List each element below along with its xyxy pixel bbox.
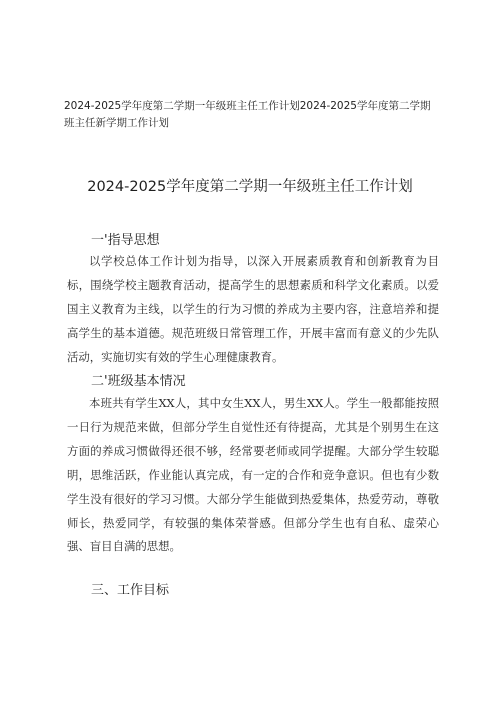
section-heading-class-situation: 二'班级基本情况 [91,374,186,389]
document-header: 2024-2025学年度第二学期一年级班主任工作计划2024-2025学年度第二学期班主任新学期工作计划 [64,100,431,129]
document-title: 2024-2025学年度第二学期一年级班主任工作计划 [87,179,413,195]
section-heading-guiding-ideology: 一'指导思想 [91,233,160,248]
section-heading-work-goals: 三、工作目标 [91,583,170,598]
section-body-guiding-ideology: 以学校总体工作计划为指导，以深入开展素质教育和创新教育为目标，围绕学校主题教育活动，提高学生的思想素质和科学文化素质。以爱国主义教育为主线，以学生的行为习惯的养成为主要内容，注意培养和提高学生的基本道德。规范班级日常管理工作，开展丰富而有意义的少先队活动，实施切实有效的学生心理健康教育。 [67,254,439,364]
section-body-class-situation: 本班共有学生XX人，其中女生XX人，男生XX人。学生一般都能按照一日行为规范来做，但部分学生自觉性还有待提高，尤其是个别男生在这方面的养成习惯做得还很不够，经常要老师或同学提醒。大部分学生较聪明，思维活跃，作业能认真完成，有一定的合作和竞争意识。但也有少数学生没有很好的学习习惯。大部分学生能做到热爱集体，热爱劳动，尊敬师长，热爱同学，有较强的集体荣誉感。但部分学生也有自私、虚荣心强、盲目自满的思想。 [67,396,439,554]
